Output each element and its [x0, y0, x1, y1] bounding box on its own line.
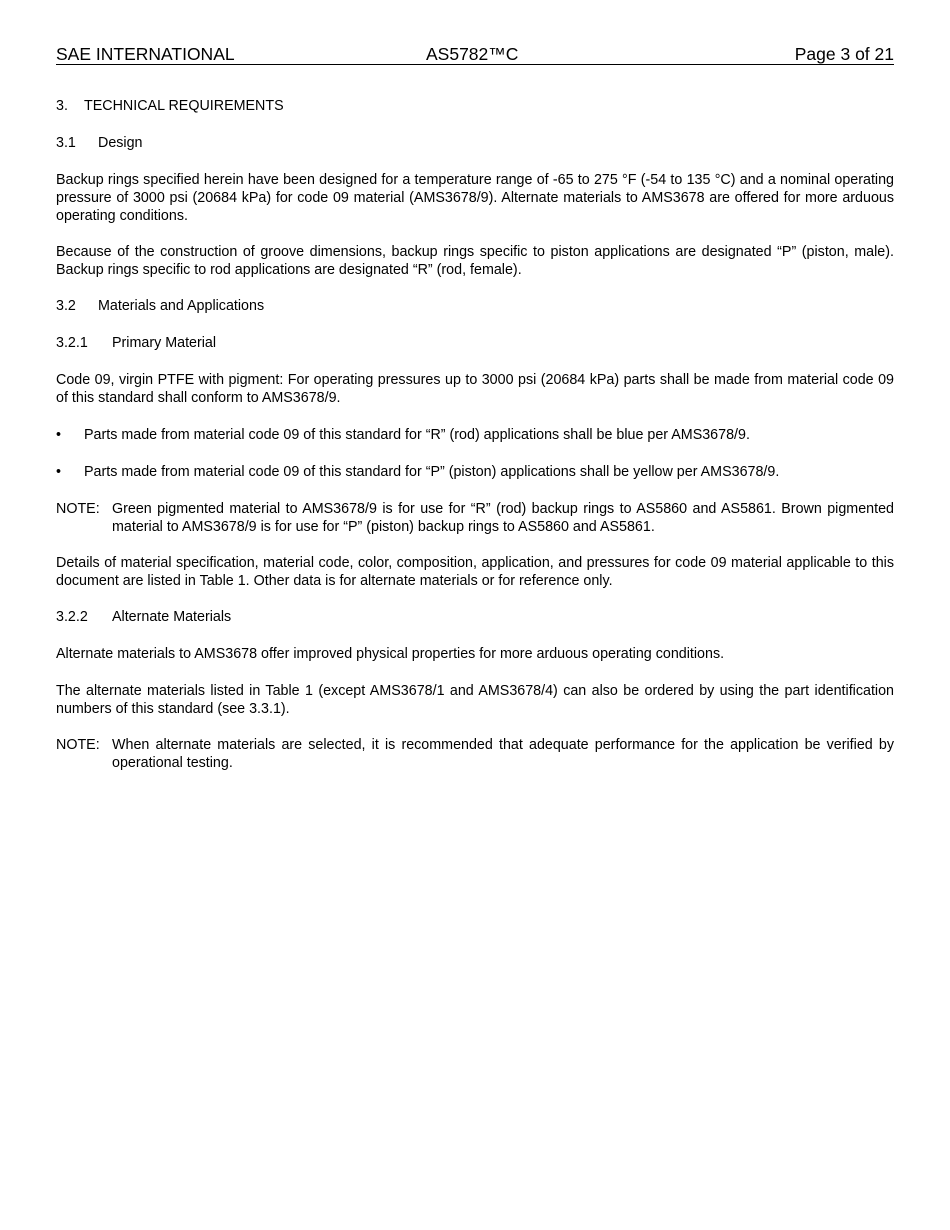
- section-3-1-heading: [56, 134, 894, 152]
- section-3-heading: [56, 97, 894, 115]
- section-title: TECHNICAL REQUIREMENTS: [84, 98, 284, 114]
- section-3-2-2-heading: [56, 608, 894, 626]
- note-text: When alternate materials are selected, it is recommended that adequate performance for the application be verified by operational testing.: [112, 737, 894, 771]
- section-title: Design: [98, 135, 143, 151]
- note-label: NOTE:: [56, 737, 100, 753]
- page-header: [56, 44, 894, 65]
- bullet-icon: •: [56, 427, 62, 443]
- alternate-paragraph-2: The alternate materials listed in Table 1 (except AMS3678/1 and AMS3678/4) can also be ordered by using the part identification numbers of this standard (see 3.3.1).: [56, 683, 894, 717]
- section-number: 3.1: [56, 135, 76, 151]
- section-number: 3.2: [56, 298, 76, 314]
- note-label: NOTE:: [56, 501, 100, 517]
- header-page-number: Page 3 of 21: [794, 44, 894, 64]
- section-title: Primary Material: [112, 335, 217, 351]
- section-title: Alternate Materials: [112, 609, 232, 625]
- section-number: 3.2.1: [56, 335, 88, 351]
- note-text: Green pigmented material to AMS3678/9 is for use for “R” (rod) backup rings to AS5860 and AS5861. Brown pigmented material to AMS3678/9 is for use for “P” (piston) backup rings to AS5860 and AS5861.: [112, 501, 894, 535]
- design-paragraph-1: Backup rings specified herein have been designed for a temperature range of -65 to 275 °F (-54 to 135 °C) and a nominal operating pressure of 3000 psi (20684 kPa) for code 09 material (AMS3678/9). Alternate materials to AMS3678 are offered for more arduous operating conditions.: [56, 172, 894, 224]
- bullet-text: Parts made from material code 09 of this standard for “P” (piston) applications shall be yellow per AMS3678/9.: [84, 464, 780, 480]
- alternate-paragraph-1: Alternate materials to AMS3678 offer improved physical properties for more arduous operating conditions.: [56, 646, 725, 662]
- bullet-text: Parts made from material code 09 of this standard for “R” (rod) applications shall be blue per AMS3678/9.: [84, 427, 750, 443]
- section-3-2-heading: [56, 297, 894, 315]
- primary-material-paragraph: Code 09, virgin PTFE with pigment: For operating pressures up to 3000 psi (20684 kPa) parts shall be made from material code 09 of this standard shall conform to AMS3678/9.: [56, 372, 894, 406]
- section-number: 3.: [56, 98, 68, 114]
- header-org: SAE INTERNATIONAL: [56, 44, 235, 64]
- design-paragraph-2: Because of the construction of groove dimensions, backup rings specific to piston applications are designated “P” (piston, male). Backup rings specific to rod applications are designated “R” (rod, female).: [56, 244, 894, 278]
- bullet-icon: •: [56, 464, 62, 480]
- header-doc-number: AS5782™C: [426, 44, 519, 64]
- section-3-2-1-heading: [56, 334, 894, 352]
- material-details-paragraph: Details of material specification, material code, color, composition, application, and pressures for code 09 material applicable to this document are listed in Table 1. Other data is for alternate materials or for reference only.: [56, 555, 894, 589]
- section-number: 3.2.2: [56, 609, 88, 625]
- section-title: Materials and Applications: [98, 298, 265, 314]
